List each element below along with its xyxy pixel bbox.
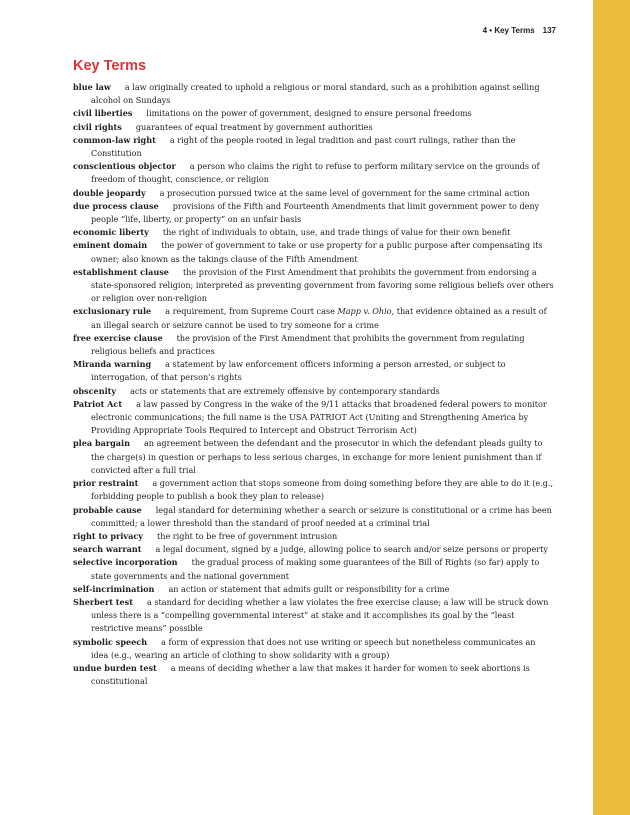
term-entry: [73, 556, 555, 582]
term-definition: the provision of the First Amendment that prohibits the government from regulating religious beliefs and practices: [91, 332, 525, 357]
term-name: double jeopardy: [73, 187, 146, 198]
term-definition: a means of deciding whether a law that makes it harder for women to seek abortions is constitutional: [91, 662, 530, 687]
term-name: Miranda warning: [73, 359, 152, 370]
term-definition: acts or statements that are extremely offensive by contemporary standards: [130, 385, 440, 396]
term-entry: [73, 398, 555, 438]
term-entry: [73, 160, 555, 186]
page-title: Key Terms: [73, 58, 147, 74]
term-definition: a person who claims the right to refuse to perform military service on the grounds of freedom of thought, conscience, or religion: [91, 161, 540, 185]
term-name: plea bargain: [73, 438, 130, 449]
term-entry: [73, 239, 555, 265]
term-entry: [73, 636, 555, 662]
term-entry: [73, 200, 555, 226]
term-definition: a government action that stops someone from doing something before they are able to do it (e.g., forbidding people to publish a book they plan to release): [91, 478, 554, 502]
term-entry: [73, 134, 555, 160]
term-definition: an action or statement that admits guilt or responsibility for a crime: [168, 583, 450, 594]
term-entry: [73, 332, 555, 358]
term-definition: the provision of the First Amendment that prohibits the government from endorsing a state-sponsored religion; interpreted as preventing government from favoring some religious beliefs over others or religion over non-religion: [91, 266, 554, 304]
term-name: Sherbert test: [73, 596, 133, 607]
term-name: self-incrimination: [73, 583, 155, 594]
term-name: civil rights: [73, 121, 122, 132]
term-name: undue burden test: [73, 662, 157, 673]
term-name: obscenity: [73, 385, 117, 396]
term-definition: a prosecution pursued twice at the same level of government for the same criminal action: [159, 187, 530, 198]
term-definition: a right of the people rooted in legal tradition and past court rulings, rather than the Constitution: [91, 134, 516, 159]
term-entry: [73, 662, 555, 688]
term-entry: [73, 226, 555, 239]
term-name: right to privacy: [73, 530, 143, 541]
term-name: establishment clause: [73, 266, 169, 277]
term-name: search warrant: [73, 544, 142, 555]
term-entry: [73, 81, 555, 107]
term-entry: [73, 266, 555, 306]
term-entry: [73, 187, 555, 200]
term-definition: the right to be free of government intrusion: [156, 530, 338, 541]
term-name: symbolic speech: [73, 636, 148, 647]
term-entry: [73, 583, 555, 596]
term-name: common-law right: [73, 134, 156, 145]
term-definition: a law originally created to uphold a religious or moral standard, such as a prohibition against selling alcohol on Sundays: [91, 82, 540, 106]
term-entry: [73, 596, 555, 636]
term-entry: [73, 504, 555, 530]
term-entry: [73, 358, 555, 384]
term-name: blue law: [73, 82, 111, 92]
term-entry: [73, 305, 555, 331]
term-definition: the gradual process of making some guarantees of the Bill of Rights (so far) apply to state governments and the national government: [91, 557, 540, 581]
term-definition: the power of government to take or use property for a public purpose after compensating its owner; also known as the takings clause of the Fifth Amendment: [91, 240, 543, 264]
term-name: civil liberties: [73, 108, 133, 119]
term-name: conscientious objector: [73, 161, 176, 172]
term-name: exclusionary rule: [73, 306, 152, 317]
term-entry: [73, 121, 555, 134]
term-name: prior restraint: [73, 478, 139, 489]
term-entry: [73, 385, 555, 398]
term-definition: provisions of the Fifth and Fourteenth Amendments that limit government power to deny people “life, liberty, or property” on an unfair basis: [91, 200, 540, 225]
term-name: probable cause: [73, 504, 142, 515]
term-name: selective incorporation: [73, 557, 178, 568]
term-definition: a requirement, from Supreme Court case: [165, 306, 335, 317]
term-name: due process clause: [73, 200, 159, 211]
term-definition: the right of individuals to obtain, use, and trade things of value for their own benefit: [162, 227, 511, 238]
term-name: Patriot Act: [73, 398, 123, 409]
term-definition: a statement by law enforcement officers informing a person arrested, or subject to interrogation, of that person’s rights: [91, 359, 506, 383]
chapter-label: 4 • Key Terms: [482, 26, 535, 35]
term-definition: limitations on the power of government, designed to ensure personal freedoms: [146, 108, 472, 119]
term-definition: a legal document, signed by a judge, allowing police to search and/or seize persons or property: [155, 544, 548, 555]
term-definition-continued: , that evidence obtained as a result of an illegal search or seizure cannot be used to try someone for a crime: [91, 306, 547, 330]
term-entry: [73, 530, 555, 543]
term-name: free exercise clause: [73, 332, 163, 343]
term-entry: [73, 477, 555, 503]
chapter-color-bar: [593, 0, 630, 815]
term-definition: a form of expression that does not use writing or speech but nonetheless communicates an idea (e.g., wearing an article of clothing to show solidarity with a group): [91, 636, 536, 660]
term-name: eminent domain: [73, 240, 148, 251]
page-number: 137: [542, 26, 556, 35]
term-entry: [73, 107, 555, 120]
term-name: economic liberty: [73, 227, 149, 238]
term-definition: a law passed by Congress in the wake of the 9/11 attacks that broadened federal powers to monitor electronic communications; the full name is the USA PATRIOT Act (Uniting and Strengthening America by Providing Appropriate Tools Required to Intercept and Obstruct Terrorism Act): [91, 398, 547, 436]
term-definition: guarantees of equal treatment by government authorities: [135, 121, 373, 132]
term-definition: a standard for deciding whether a law violates the free exercise clause; a law will be struck down unless there is a “compelling governmental interest” at stake and it accomplishes its goal by the “least restrictive means” possible: [91, 596, 549, 634]
running-head: [400, 26, 556, 35]
term-definition: legal standard for determining whether a search or seizure is constitutional or a crime has been committed; a lower threshold than the standard of proof needed at a criminal trial: [91, 504, 552, 528]
key-terms-list: [73, 81, 555, 688]
term-entry: [73, 437, 555, 477]
term-entry: [73, 543, 555, 556]
term-definition: an agreement between the defendant and the prosecutor in which the defendant pleads guilty to the charge(s) in question or perhaps to less serious charges, in exchange for more lenient punishment than if convicted after a full trial: [91, 438, 543, 475]
case-name: Mapp v. Ohio: [337, 306, 392, 317]
